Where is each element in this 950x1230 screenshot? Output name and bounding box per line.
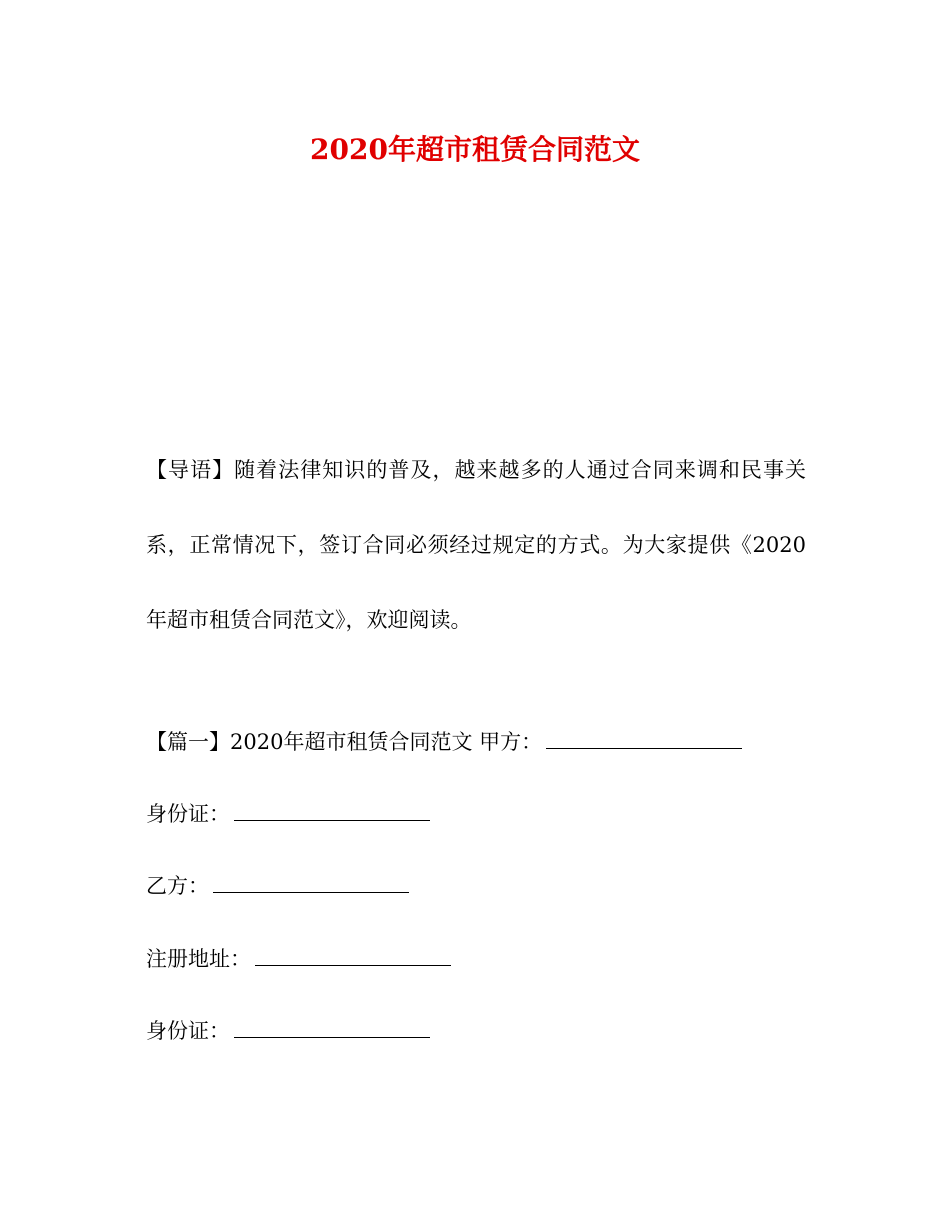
- field-line-id-1: [146, 799, 430, 829]
- section-heading: 【篇一】2020年超市租赁合同范文 甲方：: [146, 730, 543, 754]
- field-line-party-b: [146, 871, 409, 901]
- party-b-blank: [213, 872, 409, 893]
- field-label-id-2: 身份证：: [146, 1019, 230, 1043]
- field-line-address: [146, 944, 451, 974]
- field-label-address: 注册地址：: [146, 947, 251, 971]
- party-a-blank: [546, 728, 742, 749]
- section-heading-line: [146, 727, 742, 757]
- field-label-id-1: 身份证：: [146, 802, 230, 826]
- field-line-id-2: [146, 1016, 430, 1046]
- intro-paragraph: 【导语】随着法律知识的普及，越来越多的人通过合同来调和民事关系，正常情况下，签订合同必须经过规定的方式。为大家提供《2020年超市租赁合同范文》，欢迎阅读。: [146, 458, 806, 632]
- document-title: 2020年超市租赁合同范文: [310, 133, 640, 166]
- field-label-party-b: 乙方：: [146, 874, 209, 898]
- id-2-blank: [234, 1017, 430, 1038]
- address-blank: [255, 945, 451, 966]
- id-1-blank: [234, 800, 430, 821]
